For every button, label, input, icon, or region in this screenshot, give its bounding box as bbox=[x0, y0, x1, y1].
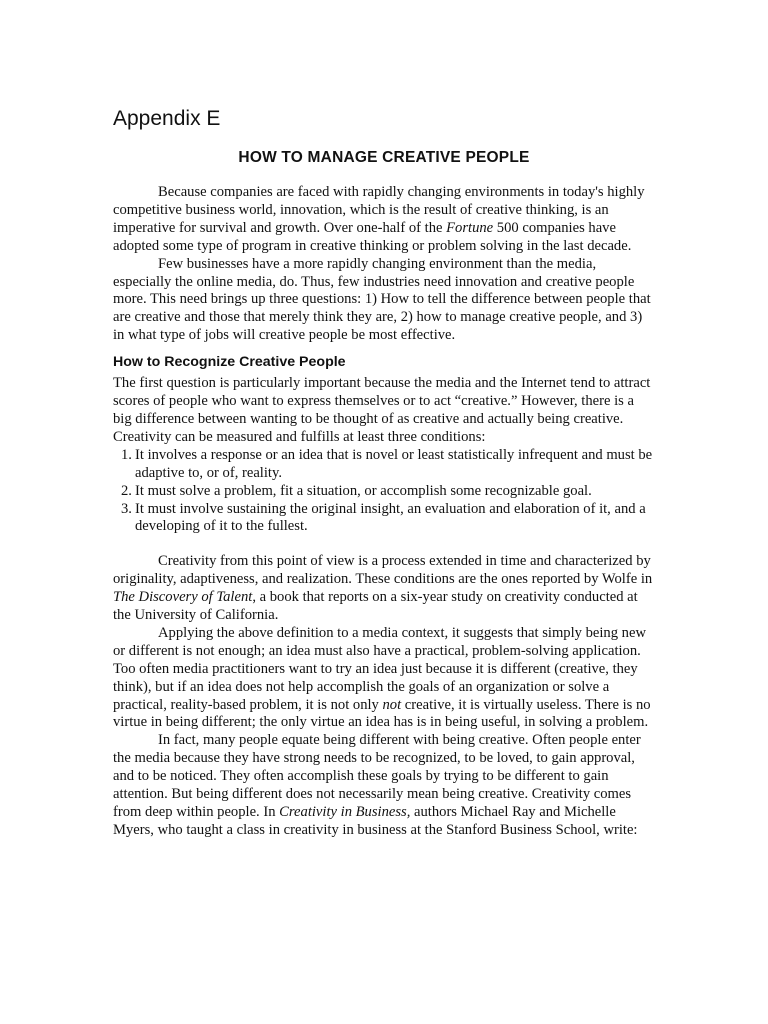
document-page bbox=[113, 104, 655, 840]
section-heading: How to Recognize Creative People bbox=[113, 354, 346, 371]
text-segment: creative, it is virtually useless. There is no virtue in being different; the only virtue an idea has is in being useful, in solving a problem. bbox=[113, 696, 651, 731]
list-item bbox=[113, 447, 655, 483]
text-segment: , a book that reports on a six-year study on creativity conducted at the University of California. bbox=[113, 589, 638, 624]
italic-text: not bbox=[382, 696, 402, 713]
text-segment: authors Michael Ray and Michelle Myers, who taught a class in creativity in business at the Stanford Business School, write: bbox=[113, 804, 638, 838]
list-number: 2. bbox=[121, 482, 132, 499]
appendix-label: Appendix E bbox=[113, 107, 221, 130]
text-segment: In fact, many people equate being different with being creative. Often people enter the media because they have strong needs to be recognized, to be loved, to gain approval, and to be noticed. They often accomplish these goals by trying to be different to gain attention. But being different does not necessarily mean being creative. Creativity comes from deep within people. In bbox=[113, 732, 641, 820]
body-paragraph-3 bbox=[113, 732, 655, 839]
list-item-text: It involves a response or an idea that is novel or least statistically infrequent and must be adaptive to, or of, reality. bbox=[135, 446, 653, 481]
text-segment: 500 companies have adopted some type of program in creative thinking or problem solving in the last decade. bbox=[113, 219, 632, 254]
paragraph-spacer bbox=[113, 536, 655, 553]
list-item bbox=[113, 501, 655, 537]
list-item bbox=[113, 483, 655, 501]
body-paragraph-1 bbox=[113, 553, 655, 625]
text-segment: Creativity from this point of view is a process extended in time and characterized by originality, adaptiveness, and realization. These conditions are the ones reported by Wolfe in bbox=[113, 553, 653, 588]
italic-text: Creativity in Business, bbox=[279, 804, 411, 820]
list-item-text: It must solve a problem, fit a situation, or accomplish some recognizable goal. bbox=[135, 482, 592, 499]
text-segment: Because companies are faced with rapidly changing environments in today's highly competitive business world, innovation, which is the result of creative thinking, is an imperative for survival and growth. Over one-half of the bbox=[113, 184, 645, 236]
list-number: 3. bbox=[121, 500, 132, 517]
text-segment: Few businesses have a more rapidly changing environment than the media, especially the online media, do. Thus, few industries need innovation and creative people more. This need brings up three questions: 1) How to tell the difference between people that are creative and those that merely think they are, 2) how to manage creative people, and 3) in what type of jobs will creative people be most effective. bbox=[113, 255, 651, 344]
italic-text: Fortune bbox=[446, 219, 494, 236]
conditions-list bbox=[113, 447, 655, 537]
list-item-text: It must involve sustaining the original insight, an evaluation and elaboration of it, and a developing of it to the fullest. bbox=[135, 500, 646, 535]
text-segment: Applying the above definition to a media context, it suggests that simply being new or different is not enough; an idea must also have a practical, problem-solving application. Too often media practitioners want to try an idea just because it is different (creative, they think), but if an idea does not help accomplish the goals of an organization or solve a practical, reality-based problem, it is not only bbox=[113, 624, 646, 713]
document-title: HOW TO MANAGE CREATIVE PEOPLE bbox=[238, 149, 530, 166]
list-number: 1. bbox=[121, 446, 132, 463]
body-paragraph-2 bbox=[113, 625, 655, 732]
italic-text: The Discovery of Talent bbox=[113, 589, 253, 606]
section-intro-paragraph: The first question is particularly important because the media and the Internet tend to attract scores of people who want to express themselves or to act “creative.” However, there is a big difference between wanting to be thought of as creative and actually being creative. Creativity can be measured and fulfills at least three conditions: bbox=[113, 375, 651, 445]
intro-paragraph-2 bbox=[113, 256, 655, 346]
intro-paragraph-1 bbox=[113, 184, 655, 256]
